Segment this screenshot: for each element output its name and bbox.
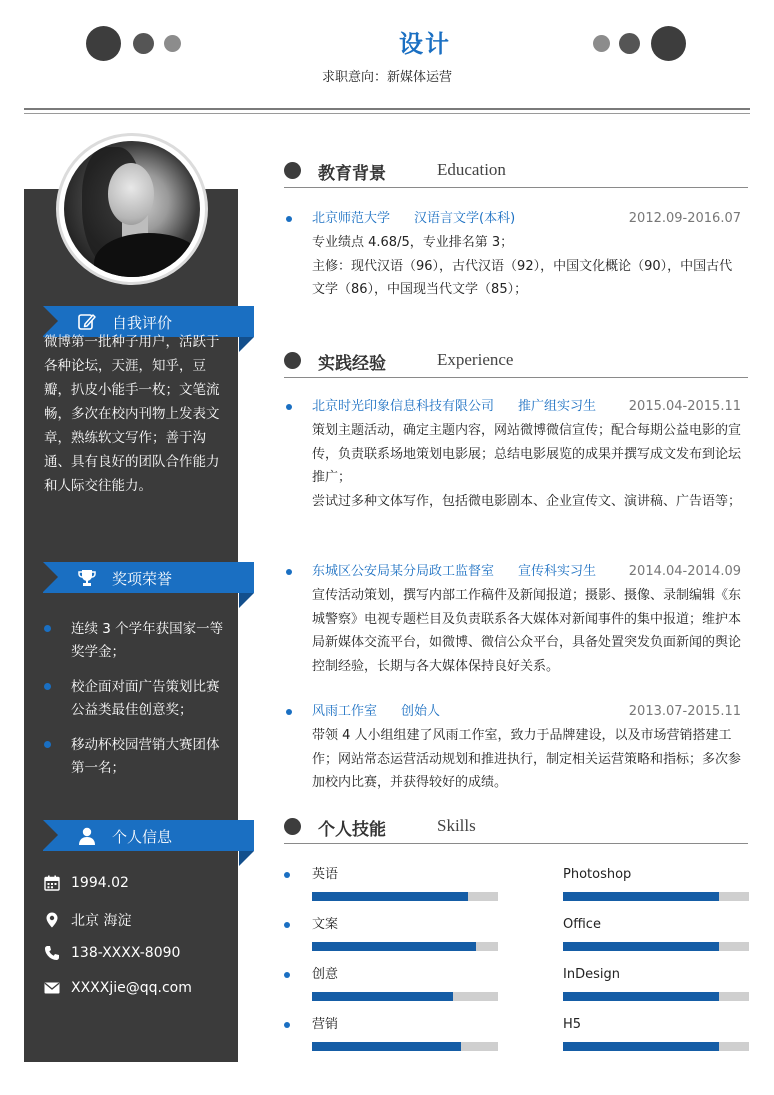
date-range: 2014.04-2014.09 [628, 564, 741, 579]
job-intent [0, 66, 774, 85]
role: 宣传科实习生 [518, 564, 597, 579]
section-bar-awards [43, 562, 254, 593]
experience-entry [284, 562, 748, 678]
section-bar-info [43, 820, 254, 851]
role: 推广组实习生 [518, 399, 597, 414]
section-title-en: Education [437, 160, 506, 179]
section-title: 奖项荣誉 [112, 570, 173, 588]
entry-line: 带领 4 人小组组建了风雨工作室，致力于品牌建设，以及市场营销搭建工作；网站常态运营活动规划和推进执行，制定相关运营策略和指标；多次参加校内比赛，并获得较好的成绩。 [312, 728, 742, 790]
skill-name: 英语 [312, 867, 339, 882]
skill-bar-fill [563, 992, 719, 1001]
entry-line: 宣传活动策划，撰写内部工作稿件及新闻报道；摄影、摄像、录制编辑《东城警察》电视专题栏目及负责联系各大媒体对新闻事件的集中报道；维护本局新媒体交流平台，如微博、微信公众平台，具备处置突发负面新闻的舆论控制经验，长期与各大媒体保持良好关系。 [312, 588, 742, 674]
section-title-en: Skills [437, 816, 476, 835]
skill-bar-fill [312, 992, 453, 1001]
date-range: 2012.09-2016.07 [628, 211, 741, 226]
trophy-icon [77, 568, 97, 588]
skill-name: InDesign [563, 967, 620, 982]
skill-name: 文案 [312, 917, 339, 932]
list-item: 校企面对面广告策划比赛公益类最佳创意奖； [44, 676, 224, 721]
role: 创始人 [401, 704, 441, 719]
section-title-cn: 教育背景 [318, 164, 386, 184]
section-title-cn: 实践经验 [318, 354, 386, 374]
education-entry [284, 209, 748, 302]
skill-bar-fill [312, 942, 476, 951]
self-eval-text: 微博第一批种子用户，活跃于各种论坛，天涯，知乎，豆瓣，扒皮小能手一枚；文笔流畅，多次在校内刊物上发表文章，熟练软文写作；善于沟通、具有良好的团队合作能力和人际交往能力。 [44, 334, 220, 494]
phone-icon [44, 945, 60, 961]
section-header-experience [284, 348, 748, 378]
mail-icon [44, 980, 60, 996]
location-pin-icon [44, 912, 60, 928]
experience-entry [284, 397, 748, 513]
skill-name: Office [563, 917, 601, 932]
candidate-name: 设计 [399, 30, 451, 58]
skill-bar [312, 942, 498, 951]
section-title-en: Experience [437, 350, 514, 369]
skill-bar-fill [312, 1042, 461, 1051]
skill-name: 创意 [312, 967, 339, 982]
skill-bar-fill [563, 892, 719, 901]
entry-line: 主修：现代汉语（96），古代汉语（92），中国文化概论（90），中国古代文学（86），中国现当代文学（85）； [312, 258, 733, 297]
skill-bar [312, 992, 498, 1001]
org-name: 北京时光印象信息科技有限公司 [312, 399, 495, 414]
info-email [44, 980, 192, 996]
info-birth [44, 875, 129, 891]
section-dot [284, 352, 301, 369]
org-name: 风雨工作室 [312, 704, 378, 719]
avatar-photo [64, 141, 200, 277]
header-divider-thin [24, 113, 750, 114]
experience-entry [284, 702, 748, 795]
avatar [56, 133, 208, 285]
header-divider [24, 108, 750, 110]
school-name: 北京师范大学 [312, 211, 391, 226]
section-title: 个人信息 [112, 828, 173, 846]
skill-bar-fill [563, 1042, 719, 1051]
skill-name: H5 [563, 1017, 582, 1032]
user-icon [77, 826, 97, 846]
skill-bar [563, 992, 749, 1001]
job-intent-value: 新媒体运营 [387, 70, 453, 85]
skill-name: 营销 [312, 1017, 339, 1032]
skill-bar [563, 942, 749, 951]
job-intent-label: 求职意向： [321, 70, 387, 85]
birth-date: 1994.02 [71, 875, 129, 891]
skill-bar-fill [312, 892, 468, 901]
skill-bar [563, 892, 749, 901]
info-phone [44, 945, 180, 961]
section-header-education [284, 158, 748, 188]
info-location [44, 910, 131, 930]
date-range: 2015.04-2015.11 [628, 399, 741, 414]
section-title: 自我评价 [112, 314, 173, 332]
location: 北京 海淀 [71, 913, 132, 929]
phone-number: 138-XXXX-8090 [71, 945, 181, 961]
email-address: XXXXjie@qq.com [71, 980, 192, 996]
skill-bar [312, 892, 498, 901]
skill-bar [312, 1042, 498, 1051]
list-item: 移动杯校园营销大赛团体第一名； [44, 734, 224, 779]
section-dot [284, 162, 301, 179]
section-header-skills [284, 814, 748, 844]
list-item: 连续 3 个学年获国家一等奖学金； [44, 618, 224, 663]
edit-icon [77, 312, 97, 332]
skill-bar-fill [563, 942, 719, 951]
org-name: 东城区公安局某分局政工监督室 [312, 564, 495, 579]
date-range: 2013.07-2015.11 [628, 704, 741, 719]
awards-list [44, 618, 224, 792]
entry-line: 专业绩点 4.68/5，专业排名第 3； [312, 235, 514, 250]
skill-bar [563, 1042, 749, 1051]
entry-line: 策划主题活动，确定主题内容，网站微博微信宣传；配合每期公益电影的宣传，负责联系场地策划电影展；总结电影展览的成果并撰写成文发布到论坛推广； [312, 423, 742, 485]
skill-name: Photoshop [563, 867, 632, 882]
section-title-cn: 个人技能 [318, 820, 386, 840]
calendar-icon [44, 875, 60, 891]
section-dot [284, 818, 301, 835]
entry-line: 尝试过多种文体写作，包括微电影剧本、企业宣传文、演讲稿、广告语等； [312, 493, 742, 509]
major: 汉语言文学(本科) [414, 211, 516, 226]
